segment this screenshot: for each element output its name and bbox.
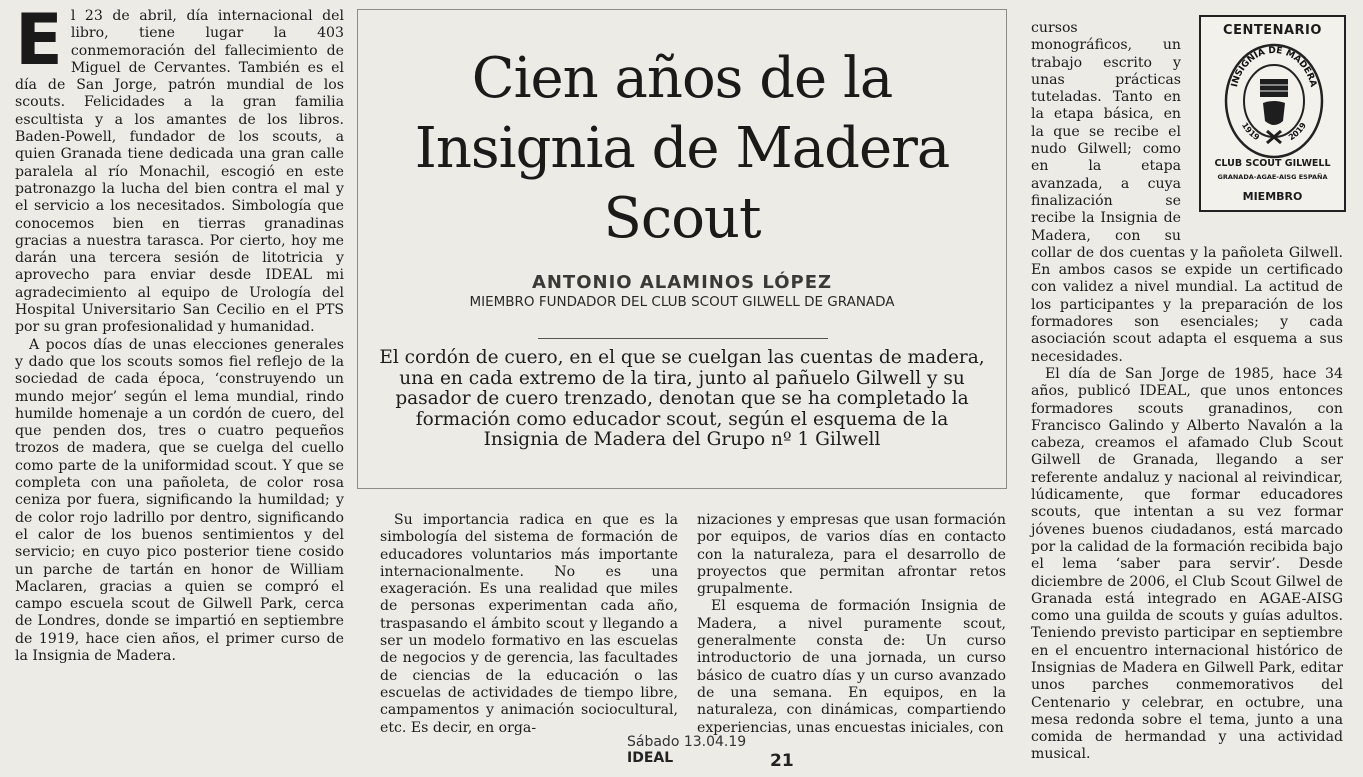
paragraph: Su importancia radica en que es la simbología del sistema de formación de educadores voluntarios más importante internacionalmente. No es una exageración. Es una realidad que miles de personas experimentan cada año, traspasando el ámbito scout y llegando a ser un modelo formativo en las escuelas de negocios y de gerencia, las facultades de ciencias de la educación o las escuelas de actividades de tiempo libre, campamentos y animación sociocultural, etc. Es decir, en orga- [380, 512, 678, 736]
badge-top-label: CENTENARIO [1223, 23, 1322, 38]
badge-association: GRANADA-AGAE-AISG ESPAÑA [1217, 173, 1328, 181]
paragraph: cursos monográficos, un trabajo escrito y unas prácticas tuteladas. Tanto en la etapa básica, en la que se recibe el nudo Gilwell; como en la etapa avanzada, a cuya finalización se recibe la Insignia de Madera, con su collar de dos cuentas y la pañoleta Gilwell. En ambos casos se expide un certificado con validez a nivel mundial. La actitud de los participantes y la preparación de los formadores son esenciales; y cada asociación scout adapta el esquema a sus necesidades. [1031, 20, 1343, 365]
paragraph: l 23 de abril, día internacional del libro, tiene lugar la 403 conmemoración del fallecimiento de Miguel de Cervantes. También es el día de San Jorge, patrón mundial de los scouts. Felicidades a la gran familia escultista y a los amantes de los libros. Baden-Powell, fundador de los scouts, a quien Granada tiene dedicada una gran calle paralela al río Monachil, escogió en este patronazgo la lucha del bien contra el mal y el servicio a los necesitados. Simbología que conocemos bien en tierras granadinas gracias a nuestra tarasca. Por cierto, hoy me darán una tercera sesión de litotricia y aprovecho para enviar desde IDEAL mi agradecimiento al equipo de Urología del Hospital Universitario San Cecilio en el PTS por su gran profesionalidad y humanidad. [15, 8, 344, 336]
paragraph: nizaciones y empresas que usan formación por equipos, de varios días en contacto con la naturaleza, para el desarrollo de proyectos que permitan afrontar retos grupalmente. [697, 512, 1006, 598]
paragraph: El esquema de formación Insignia de Madera, a nivel puramente scout, generalmente consta de: Un curso introductorio de una jornada, un curso básico de cuatro días y un curso avanzado de una semana. En equipos, en la naturaleza, con dinámicas, compartiendo experiencias, unas encuestas iniciales, con [697, 598, 1006, 736]
headline-line: Insignia de Madera [414, 116, 950, 181]
headline [358, 44, 1006, 254]
folio-date: Sábado 13.04.19 [627, 734, 747, 750]
article-column-1 [15, 0, 344, 665]
paragraph: El día de San Jorge de 1985, hace 34 años, publicó IDEAL, que unos entonces formadores scouts granadinos, con Francisco Galindo y Alberto Navalón a la cabeza, creamos el afamado Club Scout Gilwell de Granada, llegando a ser referente andaluz y nacional al reivindicar, lúdicamente, que formar educadores scouts, que intentan a su vez formar jóvenes buenos ciudadanos, está marcado por la calidad de la formación recibida bajo el lema ‘saber para servir’. Desde diciembre de 2006, el Club Scout Gilwel de Granada está integrado en AGAE-AISG como una guilda de scouts y guías adultos. Teniendo previsto participar en septiembre en el encuentro internacional histórico de Insignias de Madera en Gilwell Park, editar unos parches conmemorativos del Centenario y celebrar, en octubre, una mesa redonda sobre el tema, junto a una comida de hermandad y una actividad musical. [1031, 365, 1343, 763]
badge-club-name: CLUB SCOUT GILWELL [1214, 158, 1331, 169]
centenary-badge [1199, 15, 1346, 212]
badge-year-start: 1919 [1239, 120, 1262, 143]
separator-rule [538, 338, 828, 339]
folio-publication: IDEAL [627, 750, 674, 766]
page-number: 21 [770, 751, 794, 771]
badge-member-label: MIEMBRO [1242, 190, 1303, 203]
paragraph: A pocos días de unas elecciones generales y dado que los scouts somos fiel reflejo de la sociedad de cada época, ‘construyendo un mundo mejor’ según el lema mundial, rindo humilde homenaje a un cordón de cuero, del que penden dos, tres o cuatro pequeños trozos de madera, que se cuelga del cuello como parte de la uniformidad scout. Y que se completa con una pañoleta, de color rosa ceniza por fuera, significando la humildad; y de color rojo ladrillo por dentro, significando el calor de los buenos sentimientos y del servicio; en cuyo pico posterior tiene cosido un parche de tartán en honor de William Maclaren, gracias a quien se compró el campo escuela scout de Gilwell Park, cerca de Londres, donde se impartió en septiembre de 1919, hace cien años, el primer curso de la Insignia de Madera. [15, 336, 344, 664]
author-role: MIEMBRO FUNDADOR DEL CLUB SCOUT GILWELL DE GRANADA [469, 294, 895, 310]
drop-cap: E [15, 0, 63, 81]
article-column-3 [697, 512, 1006, 737]
woodbadge-seal-icon [1223, 39, 1325, 165]
badge-ring-text: INSIGNIA DE MADERA [1230, 45, 1318, 89]
author-name: ANTONIO ALAMINOS LÓPEZ [531, 272, 833, 293]
pull-quote: El cordón de cuero, en el que se cuelgan las cuentas de madera, una en cada extremo de la tira, junto al pañuelo Gilwell y su pasador de cuero trenzado, denotan que se ha completado la formación como educador scout, según el esquema de la Insignia de Madera del Grupo nº 1 Gilwell [379, 347, 985, 450]
headline-box [357, 9, 1007, 489]
headline-line: Scout [603, 186, 761, 251]
badge-year-end: 2019 [1286, 120, 1309, 143]
article-column-2 [380, 512, 678, 737]
headline-line: Cien años de la [471, 46, 893, 111]
